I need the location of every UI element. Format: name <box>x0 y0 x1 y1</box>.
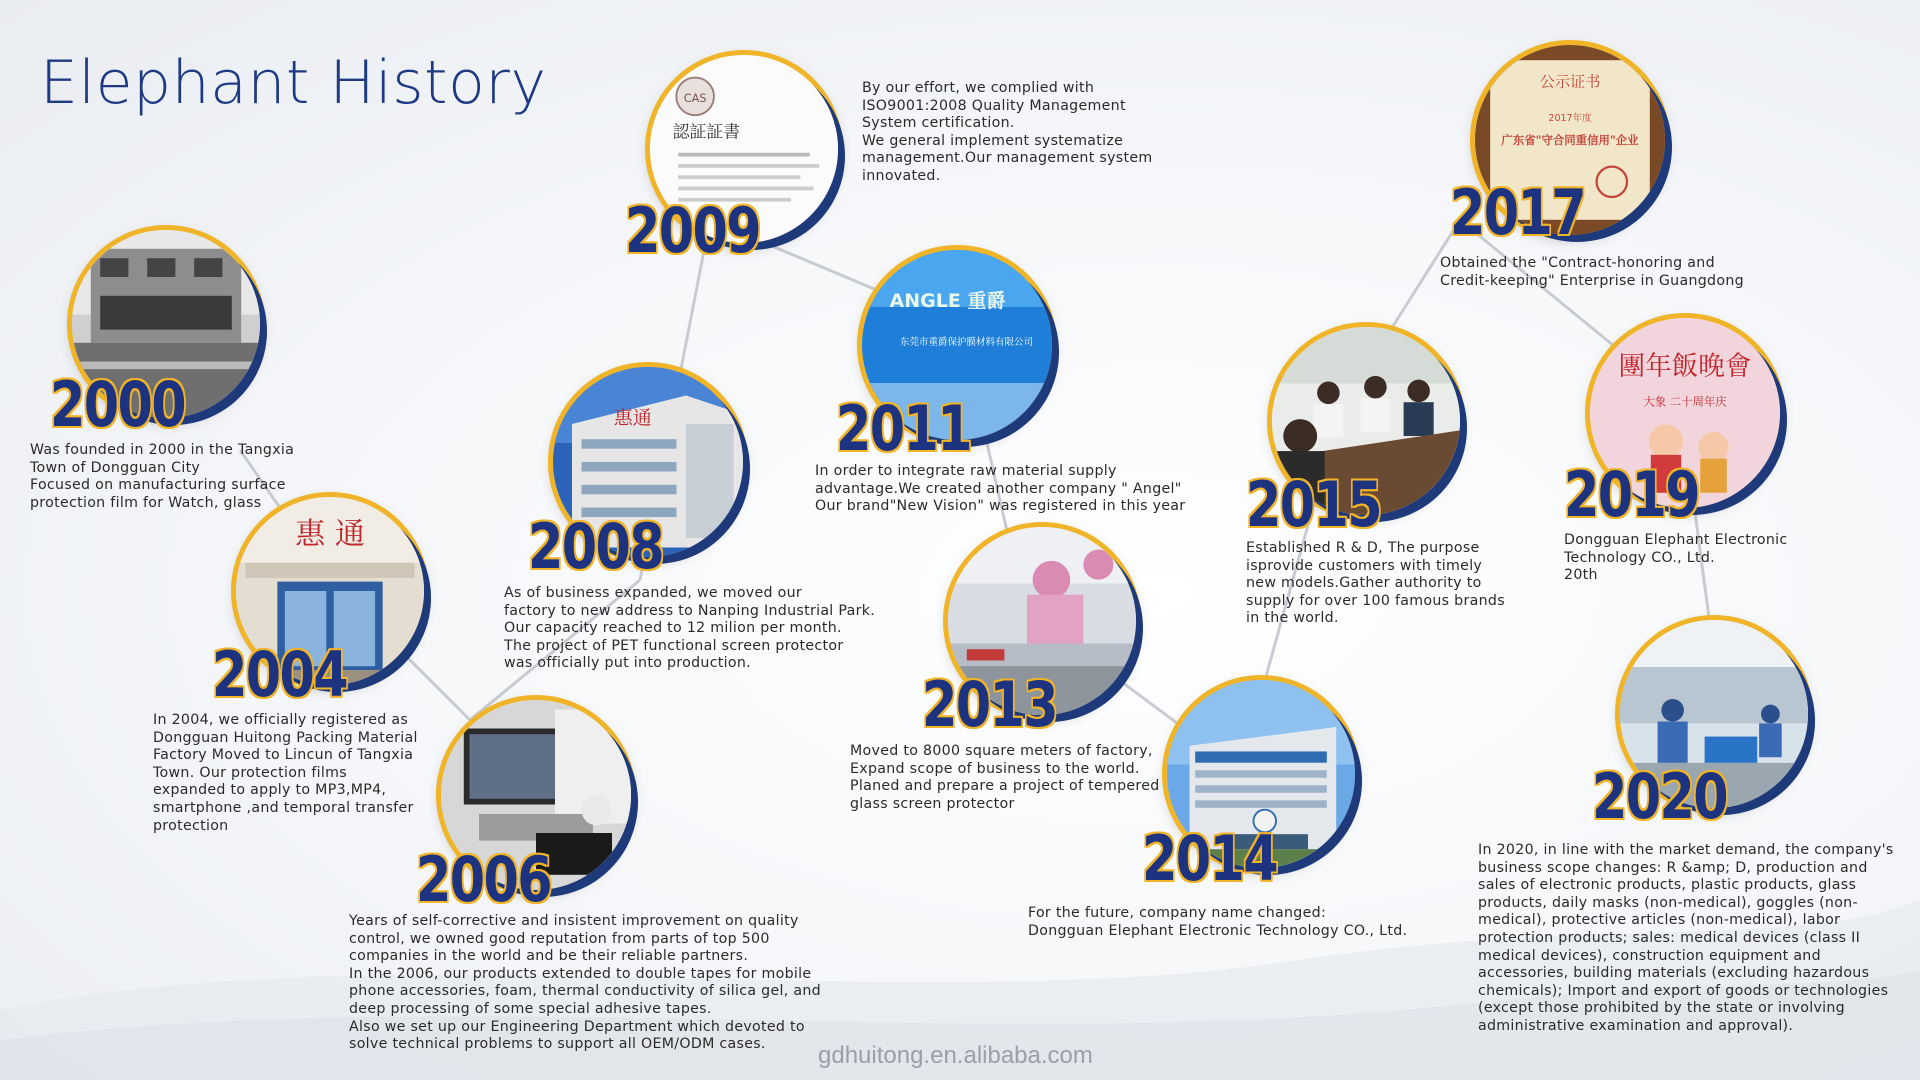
year-2008-label: 2008 <box>528 510 663 583</box>
milestone-2011-text: In order to integrate raw material supply advantage.We created another company " Angel" Our brand"New Vision" was registered in this year <box>815 463 1186 515</box>
page-title: Elephant History <box>40 48 547 118</box>
svg-text:广东省"守合同重信用"企业: 广东省"守合同重信用"企业 <box>1501 132 1639 147</box>
svg-text:惠 通: 惠 通 <box>295 517 365 552</box>
footer-url[interactable]: gdhuitong.en.alibaba.com <box>818 1042 1093 1069</box>
year-2015-label: 2015 <box>1246 468 1381 541</box>
year-2020-label: 2020 <box>1592 760 1727 833</box>
year-2011-label: 2011 <box>836 392 971 465</box>
year-2004-label: 2004 <box>212 638 347 711</box>
milestone-2017-text: Obtained the "Contract-honoring and Credit-keeping" Enterprise in Guangdong <box>1440 255 1744 289</box>
svg-text:ANGLE 重爵: ANGLE 重爵 <box>889 290 1006 312</box>
year-2000-label: 2000 <box>50 368 185 441</box>
svg-text:認証証書: 認証証書 <box>672 121 741 142</box>
milestone-2000-text: Was founded in 2000 in the Tangxia Town of Dongguan City Focused on manufacturing surface protection film for Watch, glass <box>30 442 295 511</box>
svg-text:惠通: 惠通 <box>613 407 652 429</box>
svg-text:CAS: CAS <box>683 92 707 105</box>
milestone-2009-text: By our effort, we complied with ISO9001:2008 Quality Management System certification. We general implement systematize management.Our management system innovated. <box>862 80 1153 184</box>
svg-text:公示证书: 公示证书 <box>1539 72 1601 91</box>
year-2019-label: 2019 <box>1564 458 1699 531</box>
year-2006-label: 2006 <box>416 843 551 916</box>
year-2017-label: 2017 <box>1450 176 1585 249</box>
milestone-2019-text: Dongguan Elephant Electronic Technology CO., Ltd. 20th <box>1564 532 1788 584</box>
milestone-2008-text: As of business expanded, we moved our factory to new address to Nanping Industrial Park. Our capacity reached to 12 milion per month. The project of PET functional screen protector was officially put into production. <box>504 585 876 672</box>
svg-text:东莞市重爵保护膜材料有限公司: 东莞市重爵保护膜材料有限公司 <box>899 337 1034 348</box>
year-2009-label: 2009 <box>625 194 760 267</box>
svg-text:2017年度: 2017年度 <box>1548 113 1592 124</box>
year-2013-label: 2013 <box>922 668 1057 741</box>
svg-text:團年飯晚會: 團年飯晚會 <box>1618 351 1752 382</box>
year-2014-label: 2014 <box>1142 822 1277 895</box>
svg-text:大象 二十周年庆: 大象 二十周年庆 <box>1643 394 1727 409</box>
milestone-2015-text: Established R & D, The purpose isprovide customers with timely new models.Gather authority to supply for over 100 famous brands in the world. <box>1246 540 1505 627</box>
milestone-2014-text: For the future, company name changed: Dongguan Elephant Electronic Technology CO., Ltd. <box>1028 905 1408 939</box>
milestone-2013-text: Moved to 8000 square meters of factory, Expand scope of business to the world. Planed and prepare a project of tempered glass screen protector <box>850 743 1160 812</box>
milestone-2020-text: In 2020, in line with the market demand, the company's business scope changes: R &amp; D, production and sales of electronic products, plastic products, glass products, daily masks (non-medical), goggles (non- medical), protective articles (non-medical), labor protection products; sales: medical devices (class II medical devices), construction equipment and accessories, building materials (excluding hazardous chemicals); Import and export of goods or technologies (except those prohibited by the state or involving administrative examination and approval). <box>1478 842 1894 1034</box>
milestone-2004-text: In 2004, we officially registered as Dongguan Huitong Packing Material Factory Moved to Lincun of Tangxia Town. Our protection films expanded to apply to MP3,MP4, smartphone ,and temporal transfer protection <box>153 712 418 834</box>
milestone-2006-text: Years of self-corrective and insistent improvement on quality control, we owned good reputation from parts of top 500 companies in the world and be their reliable partners. In the 2006, our products extended to double tapes for mobile phone accessories, foam, thermal conductivity of silica gel, and deep processing of some special adhesive tapes. Also we set up our Engineering Department which devoted to solve technical problems to support all OEM/ODM cases. <box>349 913 821 1053</box>
